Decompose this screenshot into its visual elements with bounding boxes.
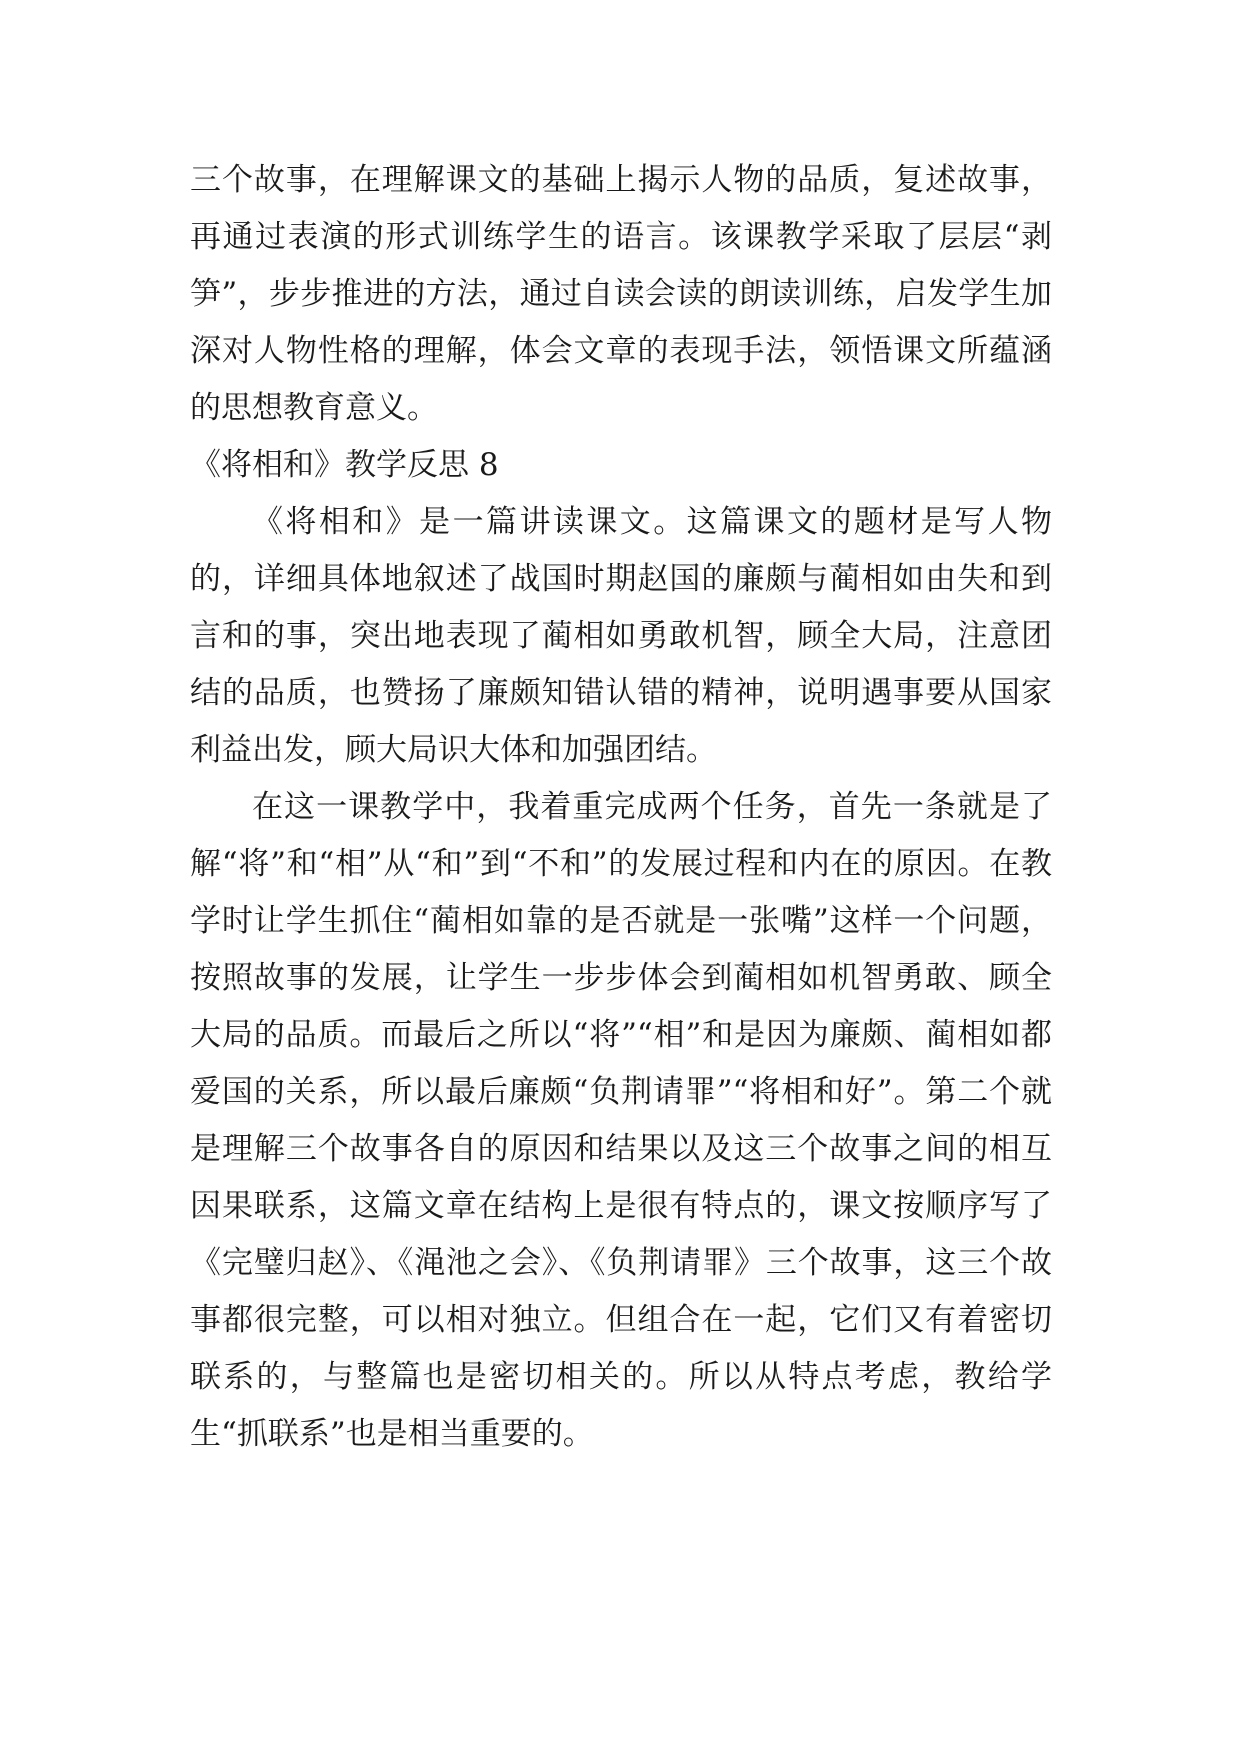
body-paragraph-1: 《将相和》是一篇讲读课文。这篇课文的题材是写人物的，详细具体地叙述了战国时期赵国的廉颇与蔺相如由失和到言和的事，突出地表现了蔺相如勇敢机智，顾全大局，注意团结的品质，也赞扬了廉颇知错认错的精神，说明遇事要从国家利益出发，顾大局识大体和加强团结。 xyxy=(190,504,1052,768)
body-paragraph-2: 在这一课教学中，我着重完成两个任务，首先一条就是了解“将”和“相”从“和”到“不和”的发展过程和内在的原因。在教学时让学生抓住“蔺相如靠的是否就是一张嘴”这样一个问题，按照故事的发展，让学生一步步体会到蔺相如机智勇敢、顾全大局的品质。而最后之所以“将”“相”和是因为廉颇、蔺相如都爱国的关系，所以最后廉颇“负荆请罪”“将相和好”。第二个就是理解三个故事各自的原因和结果以及这三个故事之间的相互因果联系，这篇文章在结构上是很有特点的，课文按顺序写了《完璧归赵》、《渑池之会》、《负荆请罪》三个故事，这三个故事都很完整，可以相对独立。但组合在一起，它们又有着密切联系的，与整篇也是密切相关的。所以从特点考虑，教给学生“抓联系”也是相当重要的。 xyxy=(190,789,1052,1452)
continued-paragraph: 三个故事，在理解课文的基础上揭示人物的品质，复述故事，再通过表演的形式训练学生的语言。该课教学采取了层层“剥笋”，步步推进的方法，通过自读会读的朗读训练，启发学生加深对人物性格的理解，体会文章的表现手法，领悟课文所蕴涵的思想教育意义。 xyxy=(190,162,1052,426)
document-body xyxy=(190,152,1052,1463)
section-heading: 《将相和》教学反思 8 xyxy=(190,447,499,483)
